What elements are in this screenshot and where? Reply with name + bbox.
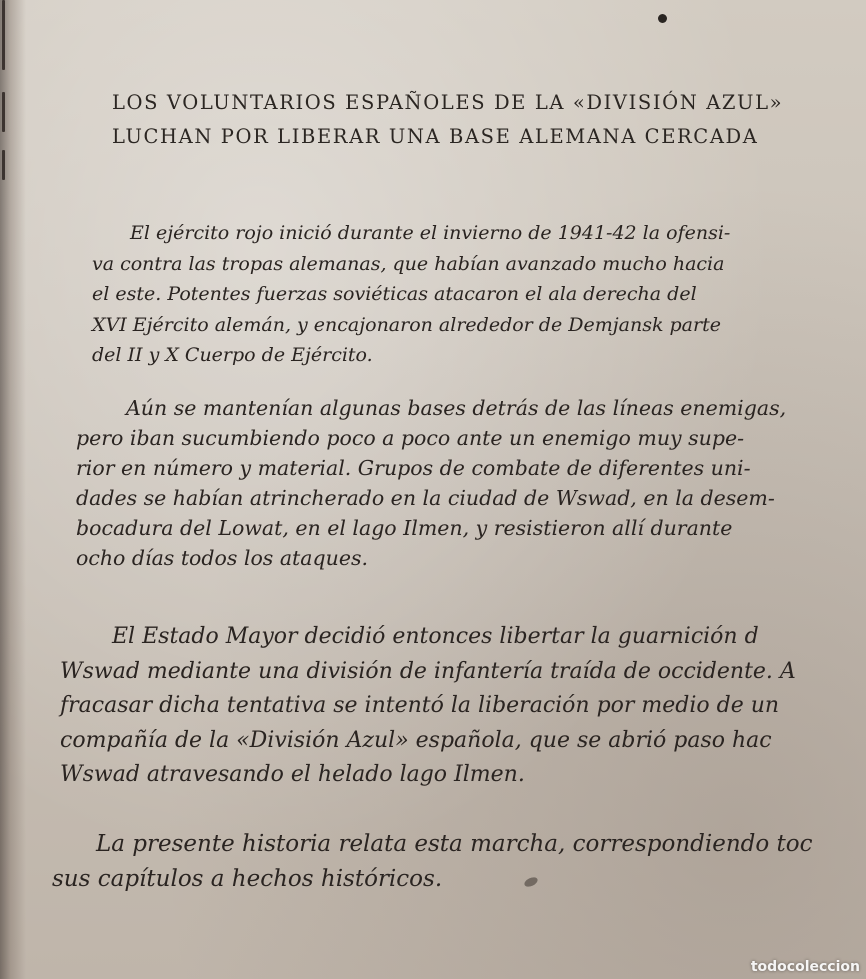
paragraph-line: va contra las tropas alemanas, que habían avanzado mucho hacia	[92, 252, 725, 275]
watermark: todocoleccion	[750, 959, 860, 975]
paragraph-line: Wswad atravesando el helado lago Ilmen.	[60, 762, 525, 787]
paragraph-line: rior en número y material. Grupos de combate de diferentes uni-	[76, 456, 751, 480]
heading-line: LUCHAN POR LIBERAR UNA BASE ALEMANA CERCADA	[112, 125, 759, 148]
paragraph-line: pero iban sucumbiendo poco a poco ante un enemigo muy supe-	[76, 426, 745, 450]
spine-mark	[2, 0, 5, 70]
paragraph-line: compañía de la «División Azul» española, que se abrió paso hac	[60, 727, 772, 753]
paragraph-line: dades se habían atrincherado en la ciudad de Wswad, en la desem-	[76, 486, 775, 510]
paragraph-line: La presente historia relata esta marcha, correspondiendo toc	[96, 831, 813, 857]
paragraph-line: XVI Ejército alemán, y encajonaron alrededor de Demjansk parte	[92, 313, 721, 336]
spine-mark	[2, 92, 5, 132]
paragraph-4	[52, 827, 813, 897]
heading-line: LOS VOLUNTARIOS ESPAÑOLES DE LA «DIVISIÓN AZUL»	[112, 91, 784, 114]
paragraph-line: el este. Potentes fuerzas soviéticas atacaron el ala derecha del	[92, 283, 697, 305]
ink-dot	[658, 14, 667, 23]
paragraph-line: Aún se mantenían algunas bases detrás de las líneas enemigas,	[126, 396, 787, 420]
paragraph-line: fracasar dicha tentativa se intentó la liberación por medio de un	[60, 693, 780, 718]
binding-shadow	[0, 0, 26, 979]
paragraph-line: Wswad mediante una división de infantería traída de occidente. A	[60, 658, 796, 684]
page-heading	[112, 86, 832, 154]
paragraph-line: El ejército rojo inició durante el invierno de 1941-42 la ofensi-	[130, 222, 731, 244]
paragraph-line: sus capítulos a hechos históricos.	[52, 866, 443, 892]
paragraph-3	[60, 620, 796, 793]
spine-mark	[2, 150, 5, 180]
paragraph-line: El Estado Mayor decidió entonces libertar la guarnición d	[112, 624, 759, 649]
paragraph-line: ocho días todos los ataques.	[76, 546, 369, 570]
paragraph-line: del II y X Cuerpo de Ejército.	[92, 344, 373, 366]
paragraph-2	[76, 393, 786, 573]
paragraph-1	[92, 218, 730, 371]
paragraph-line: bocadura del Lowat, en el lago Ilmen, y resistieron allí durante	[76, 516, 733, 540]
